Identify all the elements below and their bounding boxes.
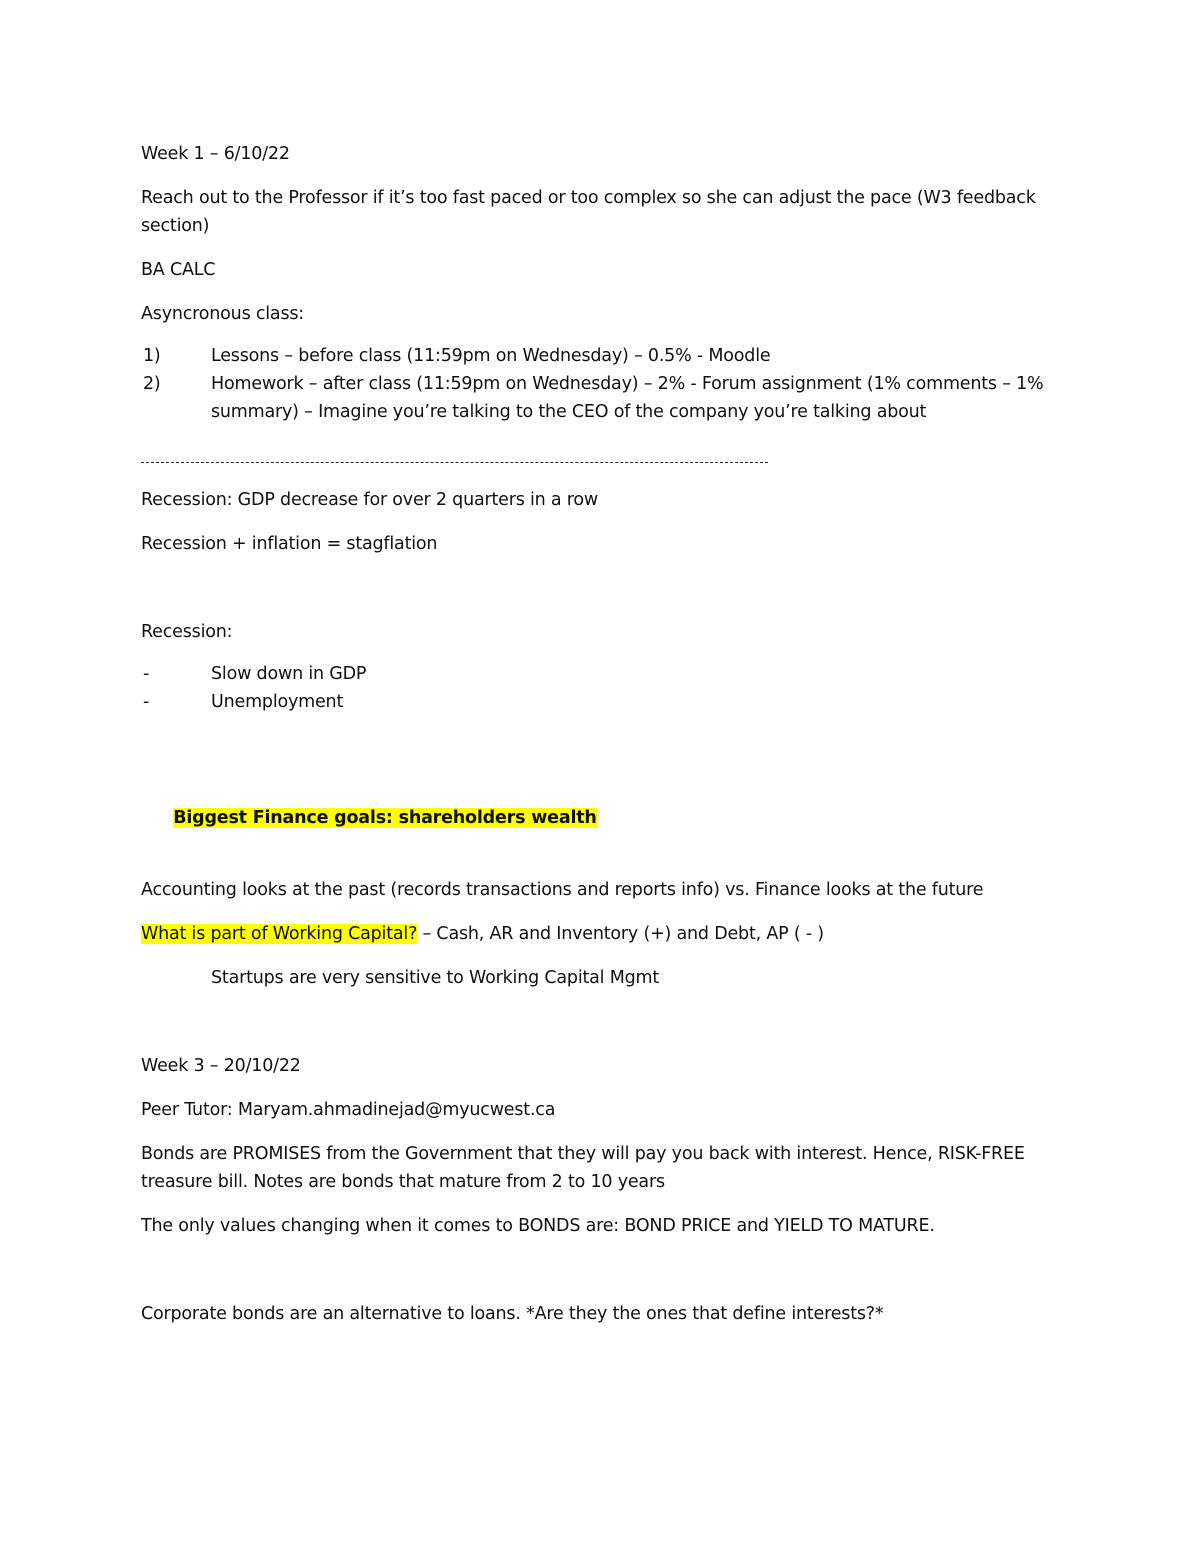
recession-list [141,660,1061,716]
ba-calc: BA CALC [141,260,216,280]
list-item [141,660,1061,688]
list-item-text: Slow down in GDP [211,664,367,684]
week3-heading: Week 3 – 20/10/22 [141,1056,301,1076]
peer-tutor: Peer Tutor: Maryam.ahmadinejad@myucwest.ca [141,1100,556,1120]
working-capital-question: What is part of Working Capital? [141,924,418,944]
list-marker: 2) [143,374,161,394]
recession-definition: Recession: GDP decrease for over 2 quarters in a row [141,490,599,510]
spacer [141,732,1061,776]
list-item-text: Lessons – before class (11:59pm on Wednesday) – 0.5% - Moodle [211,346,771,366]
spacer [141,1008,1061,1052]
working-capital-answer: – Cash, AR and Inventory (+) and Debt, AP ( - ) [417,924,824,944]
document-body [141,140,1061,1344]
bonds-promises: Bonds are PROMISES from the Government that they will pay you back with interest. Hence, RISK-FREE treasure bill. Notes are bonds that mature from 2 to 10 years [141,1144,1031,1192]
list-item [141,370,1061,426]
professor-note: Reach out to the Professor if it’s too fast paced or too complex so she can adjust the pace (W3 feedback section) [141,188,1042,236]
accounting-vs-finance: Accounting looks at the past (records transactions and reports info) vs. Finance looks at the future [141,880,984,900]
bonds-values: The only values changing when it comes to BONDS are: BOND PRICE and YIELD TO MATURE. [141,1216,935,1236]
startups-note: Startups are very sensitive to Working Capital Mgmt [211,968,660,988]
finance-goal-highlight: Biggest Finance goals: shareholders wealth [173,808,597,828]
week1-heading: Week 1 – 6/10/22 [141,144,290,164]
list-marker: 1) [143,346,161,366]
spacer [141,1256,1061,1300]
recession-label: Recession: [141,622,233,642]
async-list [141,342,1061,426]
list-marker: - [143,664,150,684]
corporate-bonds: Corporate bonds are an alternative to loans. *Are they the ones that define interests?* [141,1304,884,1324]
list-item [141,342,1061,370]
list-marker: - [143,692,150,712]
list-item [141,688,1061,716]
list-item-text: Unemployment [211,692,344,712]
async-label: Asyncronous class: [141,304,304,324]
finance-goal-para [141,776,1061,860]
list-item-text: Homework – after class (11:59pm on Wednesday) – 2% - Forum assignment (1% comments – 1% summary) – Imagine you’re talking to the CEO of the company you’re talking about [211,374,1044,422]
divider [141,442,1061,470]
spacer [141,574,1061,618]
stagflation-note: Recession + inflation = stagflation [141,534,438,554]
divider-text [141,442,768,470]
working-capital-para [141,920,1061,948]
